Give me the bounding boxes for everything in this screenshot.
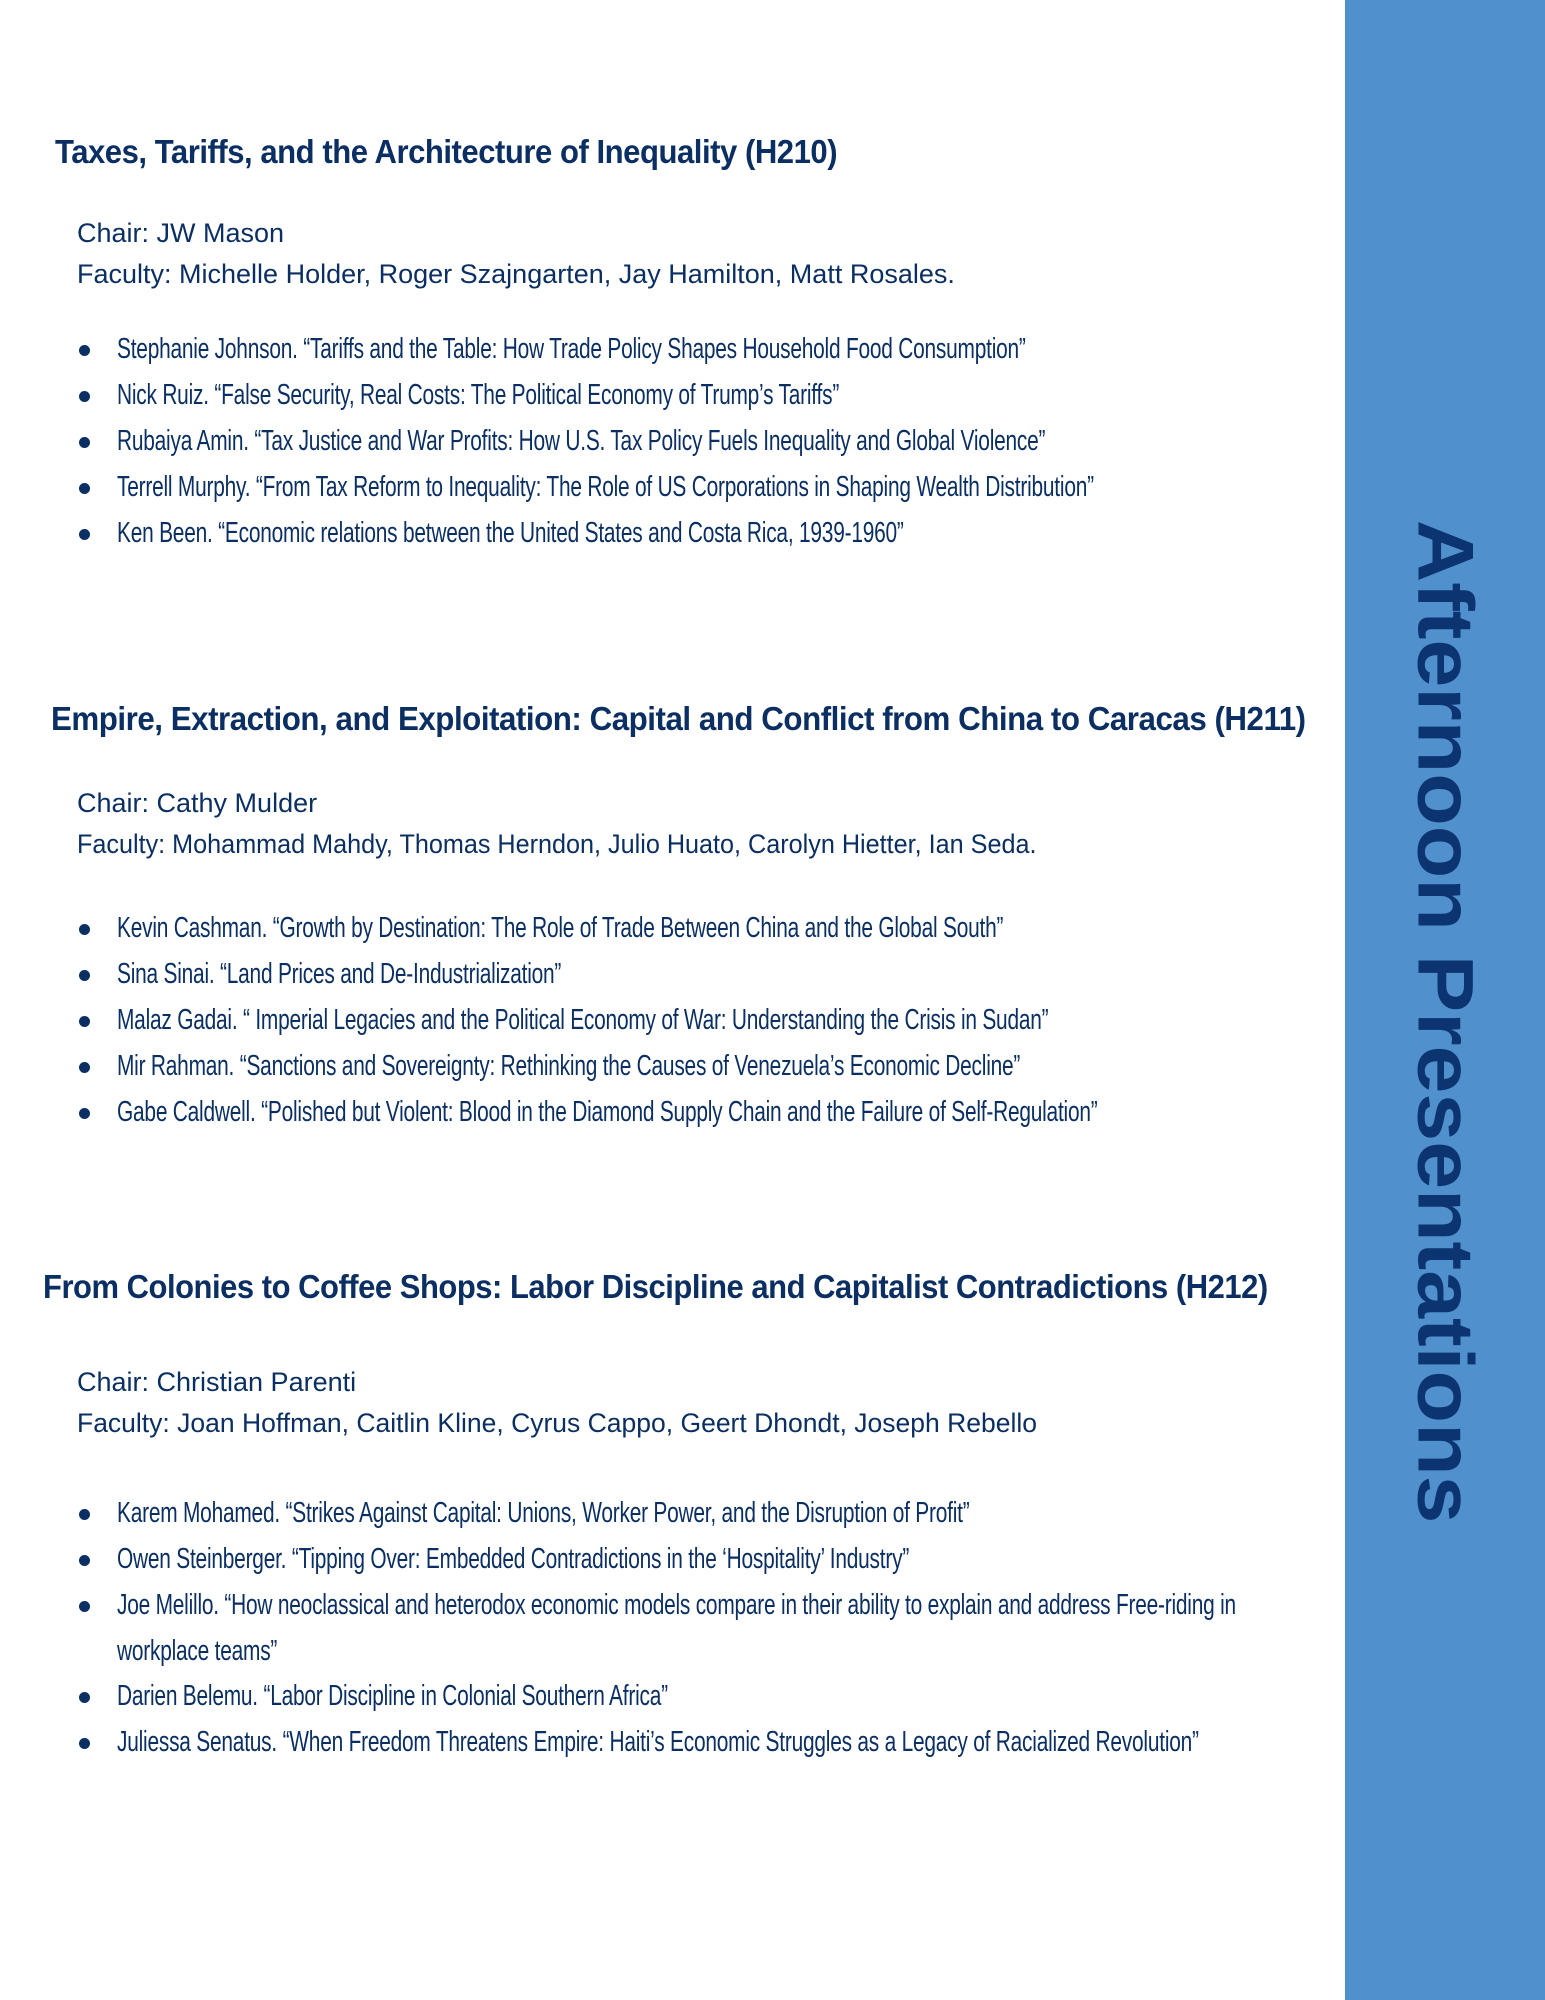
talk-item	[77, 465, 1297, 511]
talk-text: Malaz Gadai. “ Imperial Legacies and the Political Economy of War: Understanding the Crisis in Sudan”	[117, 1004, 1049, 1036]
talk-list	[77, 327, 1337, 557]
talk-list	[77, 1491, 1337, 1766]
talk-item	[77, 1537, 1337, 1583]
sidebar-title	[1380, 520, 1510, 1524]
talk-text: Kevin Cashman. “Growth by Destination: The Role of Trade Between China and the Global South”	[117, 912, 1004, 944]
talk-text: Nick Ruiz. “False Security, Real Costs: The Political Economy of Trump’s Tariffs”	[117, 379, 840, 411]
talk-item	[77, 1090, 1297, 1136]
talk-text: Stephanie Johnson. “Tariffs and the Table: How Trade Policy Shapes Household Food Consumption”	[117, 333, 1026, 365]
session-chair: Chair: Christian Parenti	[77, 1367, 357, 1397]
talk-item	[77, 327, 1337, 373]
talk-text: Mir Rahman. “Sanctions and Sovereignty: Rethinking the Causes of Venezuela’s Economic Decline”	[117, 1050, 1021, 1082]
session-faculty: Faculty: Michelle Holder, Roger Szajngarten, Jay Hamilton, Matt Rosales.	[77, 259, 955, 289]
talk-text: Terrell Murphy. “From Tax Reform to Inequality: The Role of US Corporations in Shaping Wealth Distribution”	[117, 471, 1094, 503]
session-faculty: Faculty: Mohammad Mahdy, Thomas Herndon, Julio Huato, Carolyn Hietter, Ian Seda.	[77, 829, 1037, 859]
talk-item	[77, 511, 1337, 557]
talk-text: Darien Belemu. “Labor Discipline in Colonial Southern Africa”	[117, 1680, 668, 1712]
talk-item	[77, 1491, 1337, 1537]
talk-item	[77, 906, 1337, 952]
sidebar-title-text: Afternoon Presentations	[1400, 520, 1490, 1524]
session-heading-h211: Empire, Extraction, and Exploitation: Capital and Conflict from China to Caracas (H211)	[51, 700, 1306, 737]
session-heading-h212: From Colonies to Coffee Shops: Labor Discipline and Capitalist Contradictions (H212)	[43, 1268, 1268, 1305]
talk-item	[77, 1583, 1297, 1674]
talk-text: Ken Been. “Economic relations between the United States and Costa Rica, 1939-1960”	[117, 517, 904, 549]
talk-item	[77, 419, 1337, 465]
session-heading-h210: Taxes, Tariffs, and the Architecture of Inequality (H210)	[55, 133, 838, 170]
talk-text: Juliessa Senatus. “When Freedom Threatens Empire: Haiti’s Economic Struggles as a Legacy of Racialized Revolution”	[117, 1726, 1199, 1758]
talk-text: Owen Steinberger. “Tipping Over: Embedded Contradictions in the ‘Hospitality’ Industry”	[117, 1543, 910, 1575]
session-chair: Chair: Cathy Mulder	[77, 788, 318, 818]
talk-item	[77, 373, 1337, 419]
talk-list	[77, 906, 1337, 1136]
session-faculty: Faculty: Joan Hoffman, Caitlin Kline, Cyrus Cappo, Geert Dhondt, Joseph Rebello	[77, 1408, 1038, 1438]
talk-text: Joe Melillo. “How neoclassical and heterodox economic models compare in their ability to explain and address Free-riding in workplace teams”	[117, 1589, 1236, 1667]
talk-text: Sina Sinai. “Land Prices and De-Industrialization”	[117, 958, 562, 990]
talk-text: Gabe Caldwell. “Polished but Violent: Blood in the Diamond Supply Chain and the Failure of Self-Regulation”	[117, 1096, 1098, 1128]
talk-item	[77, 1674, 1337, 1720]
talk-item	[77, 1044, 1337, 1090]
session-chair: Chair: JW Mason	[77, 218, 285, 248]
talk-item	[77, 1720, 1297, 1766]
talk-item	[77, 998, 1337, 1044]
talk-item	[77, 952, 1337, 998]
talk-text: Karem Mohamed. “Strikes Against Capital: Unions, Worker Power, and the Disruption of Profit”	[117, 1497, 970, 1529]
talk-text: Rubaiya Amin. “Tax Justice and War Profits: How U.S. Tax Policy Fuels Inequality and Global Violence”	[117, 425, 1046, 457]
